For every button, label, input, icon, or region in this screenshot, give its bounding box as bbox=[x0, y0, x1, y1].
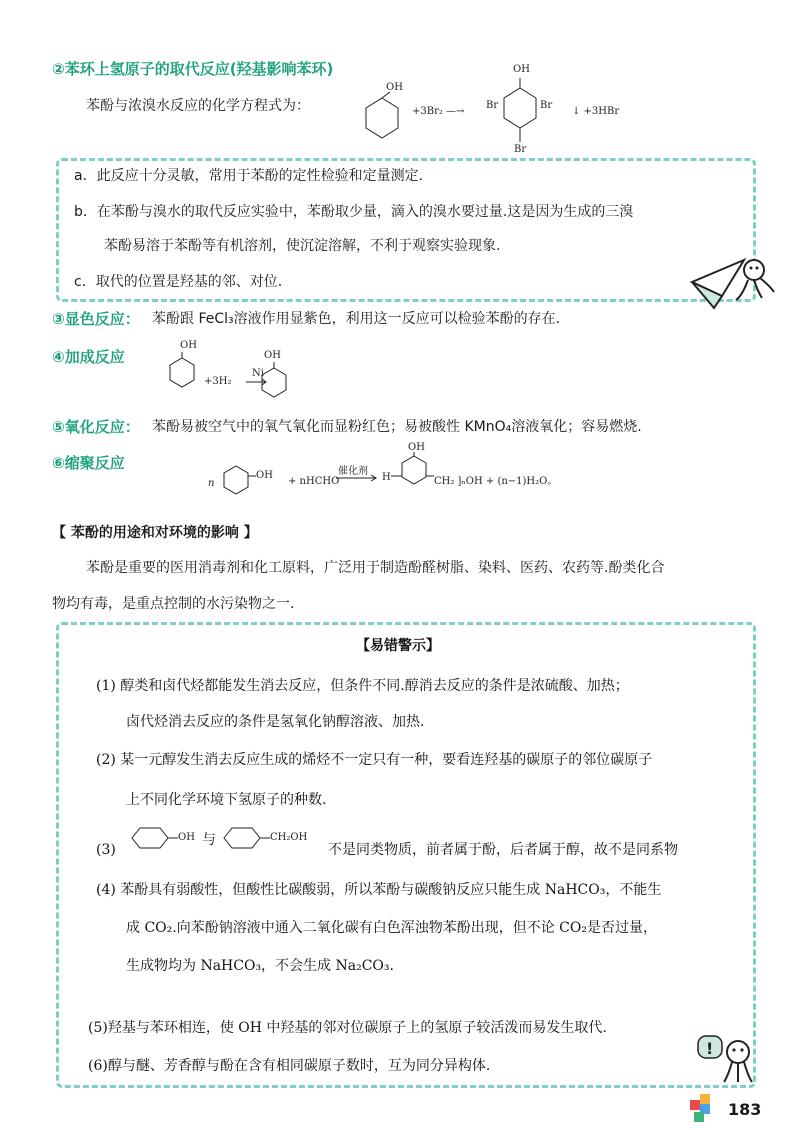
polymer-oh-label: OH bbox=[408, 442, 425, 453]
cyclohexanol-oh-label: OH bbox=[264, 350, 281, 361]
formaldehyde-reagent: + nHCHO bbox=[288, 476, 340, 487]
catalyst-label: 催化剂 bbox=[338, 466, 368, 477]
and-label: 与 bbox=[202, 832, 216, 848]
polymer-tail: CH₂ ]ₙOH + (n−1)H₂O。 bbox=[434, 476, 558, 487]
warning-4-line1: (4) 苯酚具有弱酸性，但酸性比碳酸弱，所以苯酚与碳酸钠反应只能生成 NaHCO₃，不能生 bbox=[96, 882, 662, 898]
warning-2-line1: (2) 某一元醇发生消去反应生成的烯烃不一定只有一种，要看连羟基的碳原子的邻位碳原子 bbox=[96, 752, 653, 768]
warning-3-text: 不是同类物质，前者属于酚，后者属于醇，故不是同系物 bbox=[328, 842, 678, 858]
oxidation-text: 苯酚易被空气中的氧气氧化而显粉红色；易被酸性 KMnO₄溶液氧化；容易燃烧. bbox=[152, 419, 642, 435]
page-logo-icon bbox=[690, 1094, 716, 1124]
hbr-product: ↓ +3HBr bbox=[572, 106, 620, 117]
br-bottom-label: Br bbox=[514, 144, 527, 155]
bromination-equation bbox=[360, 60, 660, 160]
section-heading-addition: ④加成反应 bbox=[52, 348, 125, 366]
warning-3-number: (3) bbox=[96, 842, 116, 858]
phenol-vs-benzyl-alcohol bbox=[126, 818, 326, 868]
note-b-line2: 苯酚易溶于苯酚等有机溶剂，使沉淀溶解，不利于观察实验现象. bbox=[104, 238, 501, 254]
section-heading-color-reaction: ③显色反应： bbox=[52, 310, 140, 328]
warnings-title: 【易错警示】 bbox=[356, 638, 440, 654]
n-coefficient: n bbox=[208, 478, 215, 489]
svg-text:!: ! bbox=[706, 1039, 714, 1058]
note-c: c．取代的位置是羟基的邻、对位. bbox=[74, 274, 283, 290]
uses-line1: 苯酚是重要的医用消毒剂和化工原料，广泛用于制造酚醛树脂、染料、医药、农药等.酚类化合 bbox=[86, 560, 665, 576]
bromine-reagent: +3Br₂ —→ bbox=[412, 106, 465, 117]
warning-3-structures bbox=[126, 818, 326, 868]
phenol-oh-label: OH bbox=[178, 832, 195, 843]
ch2oh-label: CH₂OH bbox=[270, 832, 308, 843]
paper-plane-mascot-icon bbox=[692, 252, 782, 312]
uses-heading: 【 苯酚的用途和对环境的影响 】 bbox=[52, 525, 258, 541]
warning-2-line2: 上不同化学环境下氢原子的种数. bbox=[126, 792, 327, 808]
warning-5: (5)羟基与苯环相连，使 OH 中羟基的邻对位碳原子上的氢原子较活泼而易发生取代. bbox=[88, 1020, 607, 1036]
br-right-label: Br bbox=[540, 100, 553, 111]
polycondensation-equation bbox=[208, 440, 588, 496]
br-left-label: Br bbox=[486, 100, 499, 111]
note-b-line1: b．在苯酚与溴水的取代反应实验中，苯酚取少量，滴入的溴水要过量.这是因为生成的三溴 bbox=[74, 204, 634, 220]
warning-4-line2: 成 CO₂.向苯酚钠溶液中通入二氧化碳有白色浑浊物苯酚出现，但不论 CO₂是否过量， bbox=[126, 920, 657, 936]
color-reaction-text: 苯酚跟 FeCl₃溶液作用显紫色，利用这一反应可以检验苯酚的存在. bbox=[152, 311, 561, 327]
warning-1-line1: (1) 醇类和卤代烃都能发生消去反应，但条件不同.醇消去反应的条件是浓硫酸、加热； bbox=[96, 678, 629, 694]
uses-line2: 物均有毒，是重点控制的水污染物之一. bbox=[52, 596, 295, 612]
section-heading-polycondensation: ⑥缩聚反应 bbox=[52, 454, 125, 472]
section-heading-oxidation: ⑤氧化反应： bbox=[52, 418, 140, 436]
exclamation-mascot-icon bbox=[694, 1034, 754, 1090]
section-heading-substitution: ②苯环上氢原子的取代反应(羟基影响苯环) bbox=[52, 60, 334, 78]
warning-6: (6)醇与醚、芳香醇与酚在含有相同碳原子数时，互为同分异构体. bbox=[88, 1058, 491, 1074]
hydrogen-reagent: +3H₂ bbox=[204, 376, 232, 387]
phenol-oh-label: OH bbox=[180, 340, 197, 351]
phenol-oh-label: OH bbox=[386, 82, 403, 93]
tribromophenol-oh-label: OH bbox=[513, 64, 530, 75]
polycondensation-structures bbox=[208, 440, 588, 496]
polymer-h-end: H bbox=[382, 472, 391, 483]
phenol-oh-label: OH bbox=[256, 470, 273, 481]
hydrogenation-structures bbox=[168, 338, 328, 402]
page-number: 183 bbox=[728, 1100, 762, 1119]
warning-1-line2: 卤代烃消去反应的条件是氢氧化钠醇溶液、加热. bbox=[126, 714, 425, 730]
warning-4-line3: 生成物均为 NaHCO₃，不会生成 Na₂CO₃. bbox=[126, 958, 394, 974]
equation-label: 苯酚与浓溴水反应的化学方程式为： bbox=[86, 98, 310, 114]
note-a: a．此反应十分灵敏，常用于苯酚的定性检验和定量测定. bbox=[74, 168, 424, 184]
hydrogenation-equation bbox=[168, 338, 328, 402]
nickel-catalyst: Ni bbox=[252, 368, 264, 379]
